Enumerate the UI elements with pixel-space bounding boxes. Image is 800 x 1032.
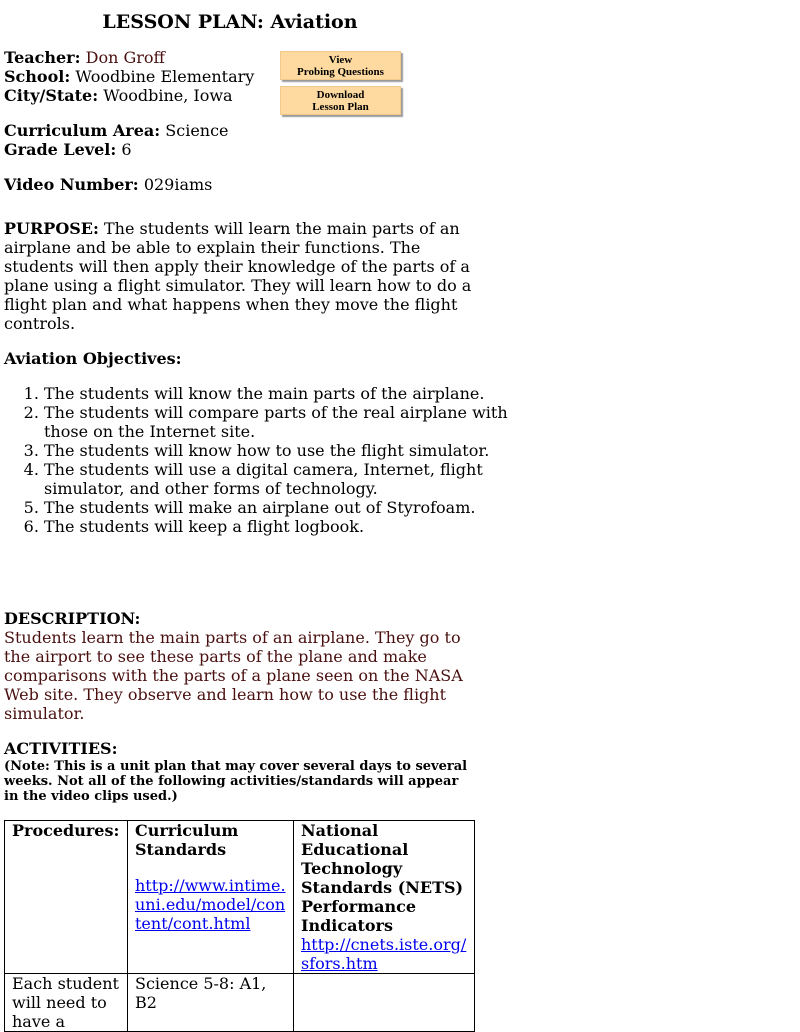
school-name: Woodbine Elementary xyxy=(75,67,255,86)
video-label: Video Number: xyxy=(4,175,139,194)
download-lesson-plan-button[interactable] xyxy=(280,86,401,115)
grade-level: 6 xyxy=(121,140,132,159)
curriculum-standards-link[interactable]: http://www.intime.uni.edu/model/content/cont.html xyxy=(135,876,286,933)
procedures-header: Procedures: xyxy=(5,821,128,974)
activities-table xyxy=(4,820,475,1032)
grade-label: Grade Level: xyxy=(4,140,117,159)
objective-item: 4. The students will use a digital camera, Internet, flight simulator, and other forms of technology. xyxy=(44,460,514,498)
lesson-meta xyxy=(4,48,274,194)
purpose-text: The students will learn the main parts of an airplane and be able to explain their functions. The students will then apply their knowledge of the parts of a plane using a flight simulator. They will learn how to do a flight plan and what happens when they move the flight controls. xyxy=(4,219,472,333)
procedure-cell: Each student will need to have a xyxy=(5,974,128,1032)
nets-header-label: National Educational Technology Standards (NETS) Performance Indicators xyxy=(301,821,464,935)
objective-item: 3. The students will know how to use the flight simulator. xyxy=(44,441,514,460)
button-label-line2: Probing Questions xyxy=(297,66,384,78)
curriculum-header-label: Curriculum Standards xyxy=(135,821,239,859)
activities-note: (Note: This is a unit plan that may cover several days to several weeks. Not all of the following activities/standards will appear in the video clips used.) xyxy=(4,759,468,804)
area-label: Curriculum Area: xyxy=(4,121,161,140)
curriculum-header xyxy=(128,821,294,974)
button-label-line1: Download xyxy=(316,89,365,101)
table-row xyxy=(5,974,475,1032)
description-text: Students learn the main parts of an airplane. They go to the airport to see these parts of the plane and make comparisons with the parts of a plane seen on the NASA Web site. They observe and learn how to use the flight simulator. xyxy=(4,628,463,723)
teacher-label: Teacher: xyxy=(4,48,81,67)
school-label: School: xyxy=(4,67,71,86)
button-label-line2: Lesson Plan xyxy=(312,101,369,113)
nets-header xyxy=(294,821,475,974)
city-label: City/State: xyxy=(4,86,99,105)
description-heading: DESCRIPTION: xyxy=(4,609,141,628)
purpose-section xyxy=(4,219,474,333)
button-label-line1: View xyxy=(328,54,353,66)
objectives-list xyxy=(4,384,514,536)
curriculum-area: Science xyxy=(165,121,229,140)
action-buttons xyxy=(280,51,402,121)
objective-item: 5. The students will make an airplane out of Styrofoam. xyxy=(44,498,514,517)
nets-link[interactable]: http://cnets.iste.org/sfors.htm xyxy=(301,935,467,973)
teacher-name: Don Groff xyxy=(85,48,165,67)
purpose-label: PURPOSE: xyxy=(4,219,99,238)
table-header-row xyxy=(5,821,475,974)
page-title: LESSON PLAN: Aviation xyxy=(102,11,358,33)
objectives-heading: Aviation Objectives: xyxy=(4,349,182,368)
city-state: Woodbine, Iowa xyxy=(103,86,233,105)
objective-item: 6. The students will keep a flight logbook. xyxy=(44,517,514,536)
objective-item: 2. The students will compare parts of the real airplane with those on the Internet site. xyxy=(44,403,514,441)
nets-cell xyxy=(294,974,475,1032)
video-number: 029iams xyxy=(143,175,213,194)
curriculum-cell: Science 5-8: A1, B2 xyxy=(128,974,294,1032)
view-probing-questions-button[interactable] xyxy=(280,51,401,80)
objective-item: 1. The students will know the main parts of the airplane. xyxy=(44,384,514,403)
activities-heading: ACTIVITIES: xyxy=(4,739,118,758)
